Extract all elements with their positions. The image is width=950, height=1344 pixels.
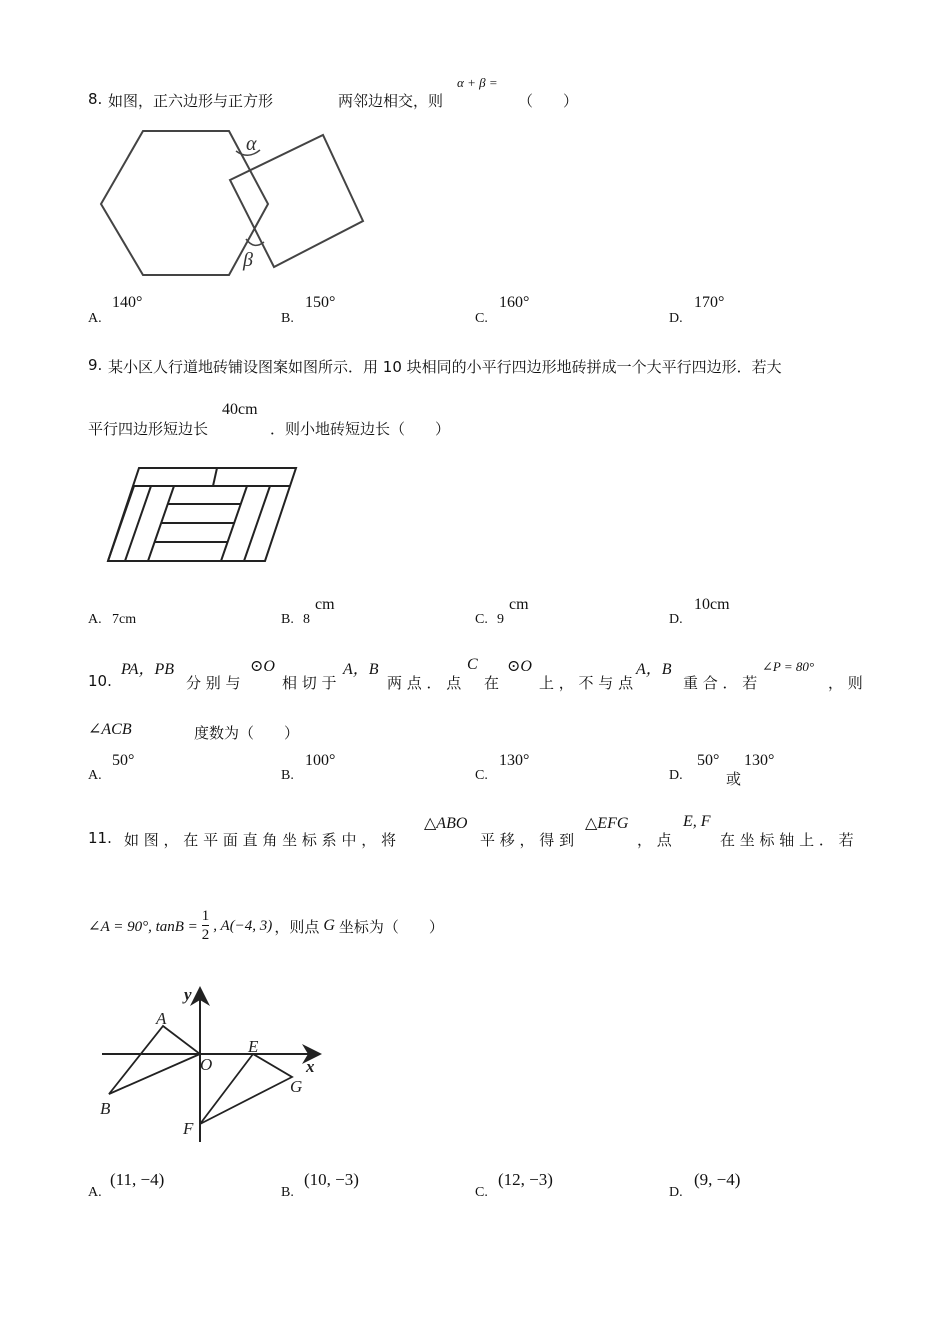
q9-option-c-value[interactable]: 9 (497, 612, 504, 627)
label-g: G (290, 1077, 303, 1096)
q11-option-c-label[interactable]: C. (475, 1185, 488, 1200)
q9-option-b-value[interactable]: 8 (303, 612, 310, 627)
q10-circle-o-2: ⊙O (507, 658, 532, 675)
q8-text-a: 如图，正六边形与正方形 (108, 92, 274, 110)
triangle-efg (200, 1054, 292, 1124)
q11-tri-efg: △EFG (585, 815, 629, 832)
q9-tile-figure (104, 462, 304, 568)
label-e: E (248, 1037, 259, 1056)
q9-option-a-label[interactable]: A. (88, 612, 102, 627)
q11-frac-den: 2 (201, 927, 210, 943)
q8-option-b-value[interactable]: 150° (305, 294, 336, 311)
tile-line (213, 468, 217, 486)
q11-option-c-value[interactable]: (12, −3) (498, 1170, 553, 1189)
q9-line2-b: ．则小地砖短边长（ ） (270, 420, 451, 438)
q10-option-c-value[interactable]: 130° (499, 752, 530, 769)
q11-fraction (202, 908, 210, 944)
q11-option-d-label[interactable]: D. (669, 1185, 683, 1200)
q10-text-3: 两 点 ． 点 (387, 674, 462, 692)
q8-paren: （ ） (518, 92, 579, 110)
q10-ab-2: A，B (636, 661, 672, 678)
label-x: x (306, 1057, 315, 1076)
q10-text-1: 分 别 与 (186, 674, 241, 692)
q11-option-d-value[interactable]: (9, −4) (694, 1170, 741, 1189)
q8-option-d-label[interactable]: D. (669, 311, 683, 326)
q10-point-c: C (467, 656, 478, 673)
q11-cond-a: ∠A = 90°, tanB = (88, 918, 198, 935)
q10-option-d-value[interactable]: 50° (697, 752, 720, 769)
q10-angle-p: ∠P = 80° (762, 659, 815, 674)
q8-hexagon-square-figure (96, 128, 371, 280)
big-parallelogram (108, 468, 296, 561)
q11-text-4: 在 坐 标 轴 上 ． 若 (720, 831, 854, 849)
q8-option-b-label[interactable]: B. (281, 311, 294, 326)
q10-circle-o-1: ⊙O (250, 658, 275, 675)
q11-text-3: ， 点 (637, 831, 672, 849)
q10-ab-1: A，B (343, 661, 379, 678)
triangle-abo (109, 1026, 200, 1094)
q8-option-d-value[interactable]: 170° (694, 294, 725, 311)
q11-condition (88, 902, 444, 950)
q9-option-c-unit[interactable]: cm (509, 596, 529, 613)
q9-option-b-label[interactable]: B. (281, 612, 294, 627)
q11-option-b-value[interactable]: (10, −3) (304, 1170, 359, 1189)
q10-text-8: 度数为（ ） (194, 724, 300, 742)
q9-option-a-value[interactable]: 7cm (112, 612, 137, 627)
q10-option-b-label[interactable]: B. (281, 768, 294, 783)
q8-expr: α + β = (457, 75, 498, 90)
q9-line2-a: 平行四边形短边长 (88, 420, 209, 438)
q8-number: 8. (88, 90, 103, 108)
label-o: O (200, 1055, 213, 1074)
q10-option-b-value[interactable]: 100° (305, 752, 336, 769)
alpha-label: α (246, 133, 257, 155)
q11-text-5: ，则点 (274, 917, 320, 936)
label-y: y (184, 985, 192, 1004)
q11-text-6: 坐标为（ ） (338, 917, 444, 936)
q8-option-a-label[interactable]: A. (88, 311, 102, 326)
q10-pa-pb: PA，PB (121, 661, 175, 678)
q10-text-7: ， 则 (828, 674, 863, 692)
q11-text-1: 如 图 ， 在 平 面 直 角 坐 标 系 中 ， 将 (124, 831, 396, 849)
tile-line (244, 486, 270, 561)
q10-option-a-label[interactable]: A. (88, 768, 102, 783)
q10-option-d-or[interactable]: 或 (726, 770, 742, 788)
q10-text-4: 在 (484, 674, 500, 692)
q11-coordinate-figure (96, 982, 336, 1144)
q9-option-d-value[interactable]: 10cm (694, 596, 730, 613)
q9-option-b-unit[interactable]: cm (315, 596, 335, 613)
q10-angle-acb: ∠ACB (88, 721, 132, 738)
q10-number: 10. (88, 672, 112, 690)
q8-option-c-value[interactable]: 160° (499, 294, 530, 311)
q10-option-c-label[interactable]: C. (475, 768, 488, 783)
q10-text-6: 重 合 ． 若 (683, 674, 758, 692)
q10-text-5: 上 ， 不 与 点 (539, 674, 634, 692)
q10-text-2: 相 切 于 (282, 674, 337, 692)
q11-tri-abo: △ABO (424, 815, 468, 832)
label-a: A (156, 1009, 167, 1028)
q10-option-d-value2[interactable]: 130° (744, 752, 775, 769)
q9-line2-value: 40cm (222, 401, 258, 418)
label-f: F (183, 1119, 194, 1138)
q11-frac-num: 1 (201, 908, 210, 924)
label-b: B (100, 1099, 111, 1118)
tile-line (108, 486, 134, 561)
q9-option-c-label[interactable]: C. (475, 612, 488, 627)
q9-option-d-label[interactable]: D. (669, 612, 683, 627)
beta-label: β (243, 249, 253, 271)
q10-option-d-label[interactable]: D. (669, 768, 683, 783)
q8-option-c-label[interactable]: C. (475, 311, 488, 326)
q8-text-b: 两邻边相交，则 (338, 92, 444, 110)
q11-point-g: G (323, 917, 335, 934)
q11-cond-b: , A(−4, 3) (213, 917, 273, 934)
q9-line1: 某小区人行道地砖铺设图案如图所示．用 10 块相同的小平行四边形地砖拼成一个大平行四边形．若大 (108, 358, 782, 376)
q8-option-a-value[interactable]: 140° (112, 294, 143, 311)
q11-text-2: 平 移 ， 得 到 (480, 831, 575, 849)
q11-number: 11. (88, 829, 112, 847)
q11-option-a-label[interactable]: A. (88, 1185, 102, 1200)
q11-points-ef: E, F (683, 813, 711, 830)
q11-option-b-label[interactable]: B. (281, 1185, 294, 1200)
q10-option-a-value[interactable]: 50° (112, 752, 135, 769)
q11-option-a-value[interactable]: (11, −4) (110, 1170, 165, 1189)
q9-number: 9. (88, 356, 103, 374)
